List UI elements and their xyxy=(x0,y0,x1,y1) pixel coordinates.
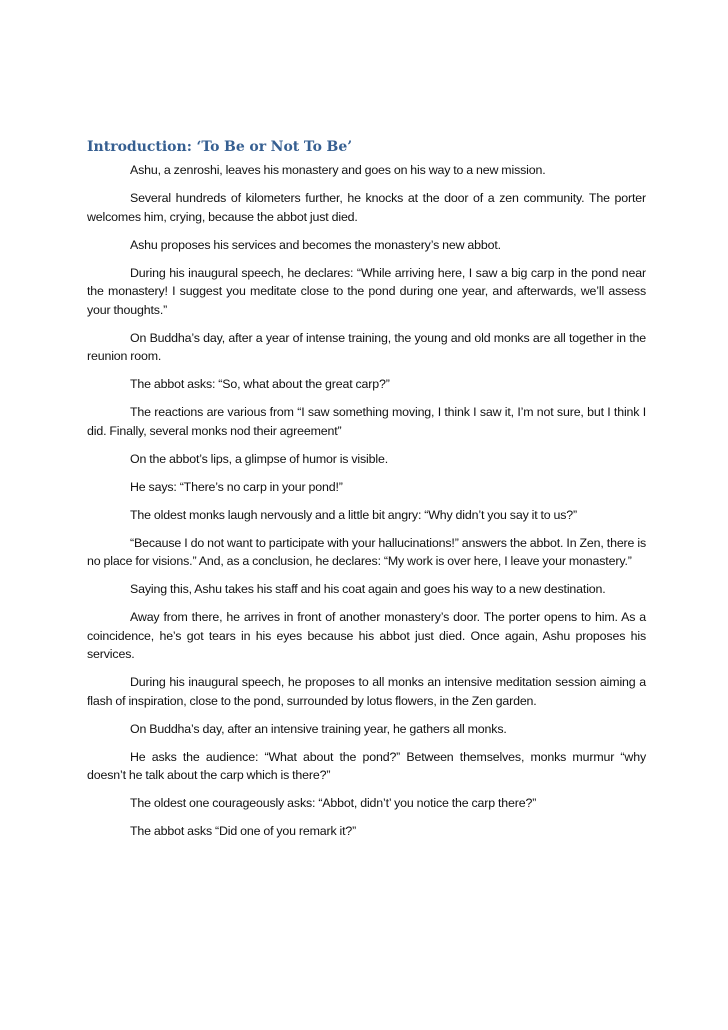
paragraph: The oldest monks laugh nervously and a little bit angry: “Why didn’t you say it to us?” xyxy=(130,507,578,522)
paragraph: On Buddha’s day, after a year of intense training, the young and old monks are all together in the reunion room. xyxy=(87,330,646,363)
paragraph: The reactions are various from “I saw something moving, I think I saw it, I’m not sure, but I think I did. Finally, several monks nod their agreement” xyxy=(87,405,646,438)
paragraph: During his inaugural speech, he declares: “While arriving here, I saw a big carp in the pond near the monastery! I suggest you meditate close to the pond during one year, and afterwards, we’ll assess your thoughts.” xyxy=(87,265,646,317)
paragraph: “Because I do not want to participate with your hallucinations!” answers the abbot. In Zen, there is no place for visions.” And, as a conclusion, he declares: “My work is over here, I leave your monastery.” xyxy=(87,535,646,568)
paragraph: He asks the audience: “What about the pond?” Between themselves, monks murmur “why doesn’t he talk about the carp which is there?” xyxy=(87,749,646,782)
paragraph: The oldest one courageously asks: “Abbot, didn’t’ you notice the carp there?” xyxy=(130,796,537,810)
page-title: Introduction: ‘To Be or Not To Be’ xyxy=(87,139,353,155)
paragraph: Ashu, a zenroshi, leaves his monastery and goes on his way to a new mission. xyxy=(130,163,546,177)
paragraph: Ashu proposes his services and becomes the monastery’s new abbot. xyxy=(130,237,501,252)
document-body xyxy=(87,138,646,841)
paragraph: The abbot asks: “So, what about the great carp?” xyxy=(130,377,390,391)
paragraph: Saying this, Ashu takes his staff and his coat again and goes his way to a new destination. xyxy=(130,582,606,596)
paragraph: He says: “There’s no carp in your pond!” xyxy=(130,479,343,494)
paragraph: The abbot asks “Did one of you remark it?” xyxy=(130,824,357,838)
paragraph: On the abbot’s lips, a glimpse of humor is visible. xyxy=(130,451,389,466)
paragraph: On Buddha’s day, after an intensive training year, he gathers all monks. xyxy=(130,721,507,736)
paragraph: During his inaugural speech, he proposes to all monks an intensive meditation session aiming a flash of inspiration, close to the pond, surrounded by lotus flowers, in the Zen garden. xyxy=(87,675,646,708)
paragraph: Several hundreds of kilometers further, he knocks at the door of a zen community. The porter welcomes him, crying, because the abbot just died. xyxy=(87,191,646,224)
paragraph: Away from there, he arrives in front of another monastery’s door. The porter opens to him. As a coincidence, he’s got tears in his eyes because his abbot just died. Once again, Ashu proposes his services. xyxy=(87,610,646,661)
